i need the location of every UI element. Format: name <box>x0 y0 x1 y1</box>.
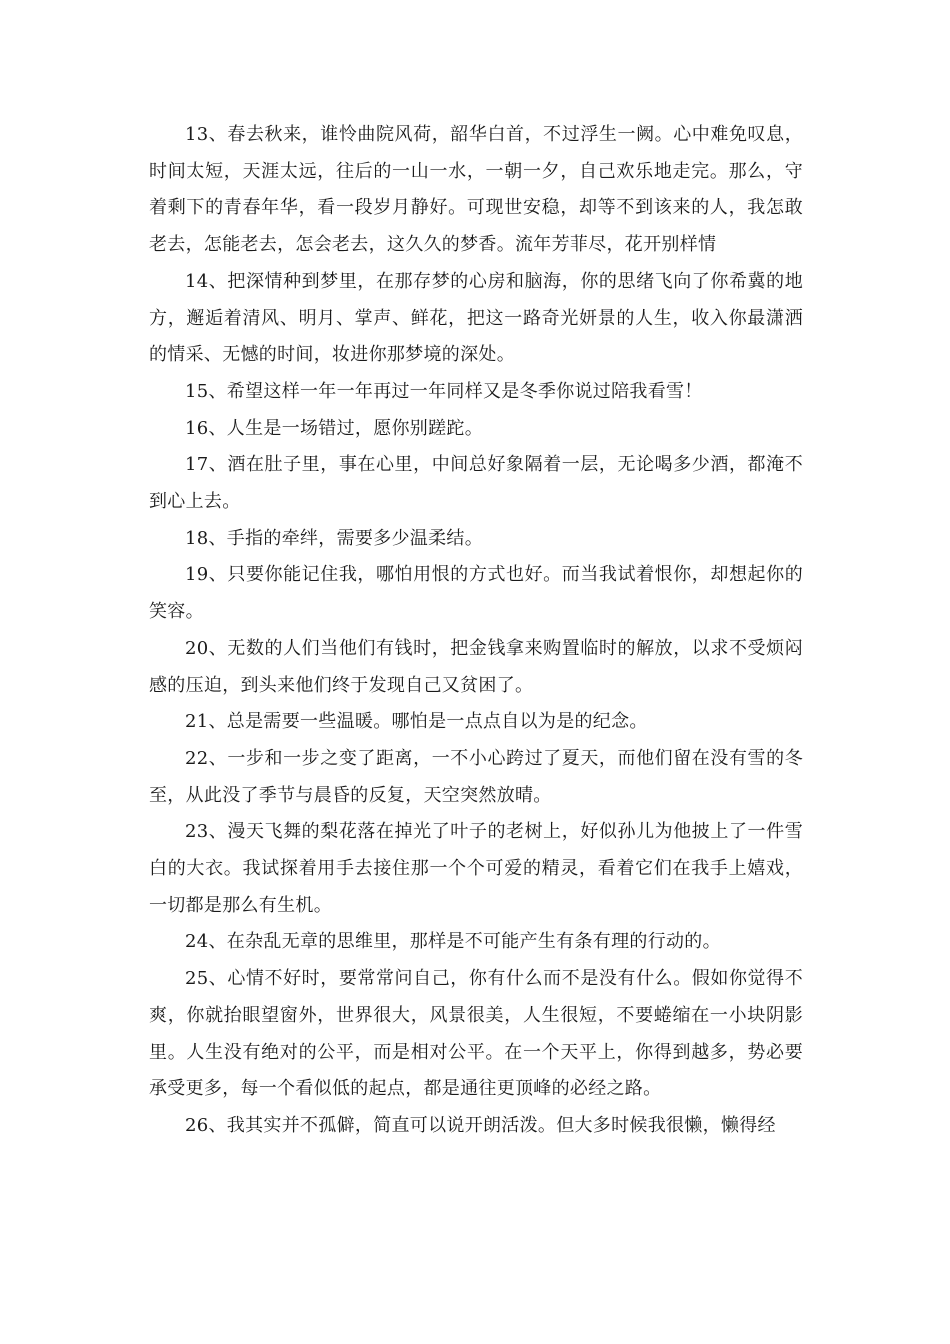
paragraph-17: 17、酒在肚子里，事在心里，中间总好象隔着一层，无论喝多少酒，都淹不到心上去。 <box>149 454 803 513</box>
paragraph-18: 18、手指的牵绊，需要多少温柔结。 <box>185 527 484 549</box>
paragraph-16: 16、人生是一场错过，愿你别蹉跎。 <box>185 417 484 439</box>
paragraph-14: 14、把深情种到梦里，在那存梦的心房和脑海，你的思绪飞向了你希冀的地方，邂逅着清风、明月、掌声、鲜花，把这一路奇光妍景的人生，收入你最潇洒的情采、无憾的时间，妆进你那梦境的深处。 <box>149 270 803 366</box>
document-body <box>149 117 803 1145</box>
paragraph-24: 24、在杂乱无章的思维里，那样是不可能产生有条有理的行动的。 <box>185 931 721 953</box>
paragraph-23: 23、漫天飞舞的梨花落在掉光了叶子的老树上，好似孙儿为他披上了一件雪白的大衣。我试探着用手去接住那一个个可爱的精灵，看着它们在我手上嬉戏，一切都是那么有生机。 <box>149 821 803 916</box>
paragraph-20: 20、无数的人们当他们有钱时，把金钱拿来购置临时的解放，以求不受烦闷感的压迫，到头来他们终于发现自己又贫困了。 <box>149 637 803 696</box>
paragraph-22: 22、一步和一步之变了距离，一不小心跨过了夏天，而他们留在没有雪的冬至，从此没了季节与晨昏的反复，天空突然放晴。 <box>149 747 803 806</box>
paragraph-26: 26、我其实并不孤僻，简直可以说开朗活泼。但大多时候我很懒，懒得经 <box>185 1114 776 1136</box>
paragraph-15: 15、希望这样一年一年再过一年同样又是冬季你说过陪我看雪！ <box>185 380 703 402</box>
paragraph-13: 13、春去秋来，谁怜曲院风荷，韶华白首，不过浮生一阙。心中难免叹息，时间太短，天涯太远，往后的一山一水，一朝一夕，自己欢乐地走完。那么，守着剩下的青春年华，看一段岁月静好。可现世安稳，却等不到该来的人，我怎敢老去，怎能老去，怎会老去，这久久的梦香。流年芳菲尽，花开别样情 <box>149 124 803 256</box>
paragraph-21: 21、总是需要一些温暖。哪怕是一点点自以为是的纪念。 <box>185 711 648 733</box>
paragraph-25: 25、心情不好时，要常常问自己，你有什么而不是没有什么。假如你觉得不爽，你就抬眼望窗外，世界很大，风景很美，人生很短，不要蜷缩在一小块阴影里。人生没有绝对的公平，而是相对公平。在一个天平上，你得到越多，势必要承受更多，每一个看似低的起点，都是通往更顶峰的必经之路。 <box>149 968 803 1100</box>
paragraph-19: 19、只要你能记住我，哪怕用恨的方式也好。而当我试着恨你，却想起你的笑容。 <box>149 564 803 623</box>
